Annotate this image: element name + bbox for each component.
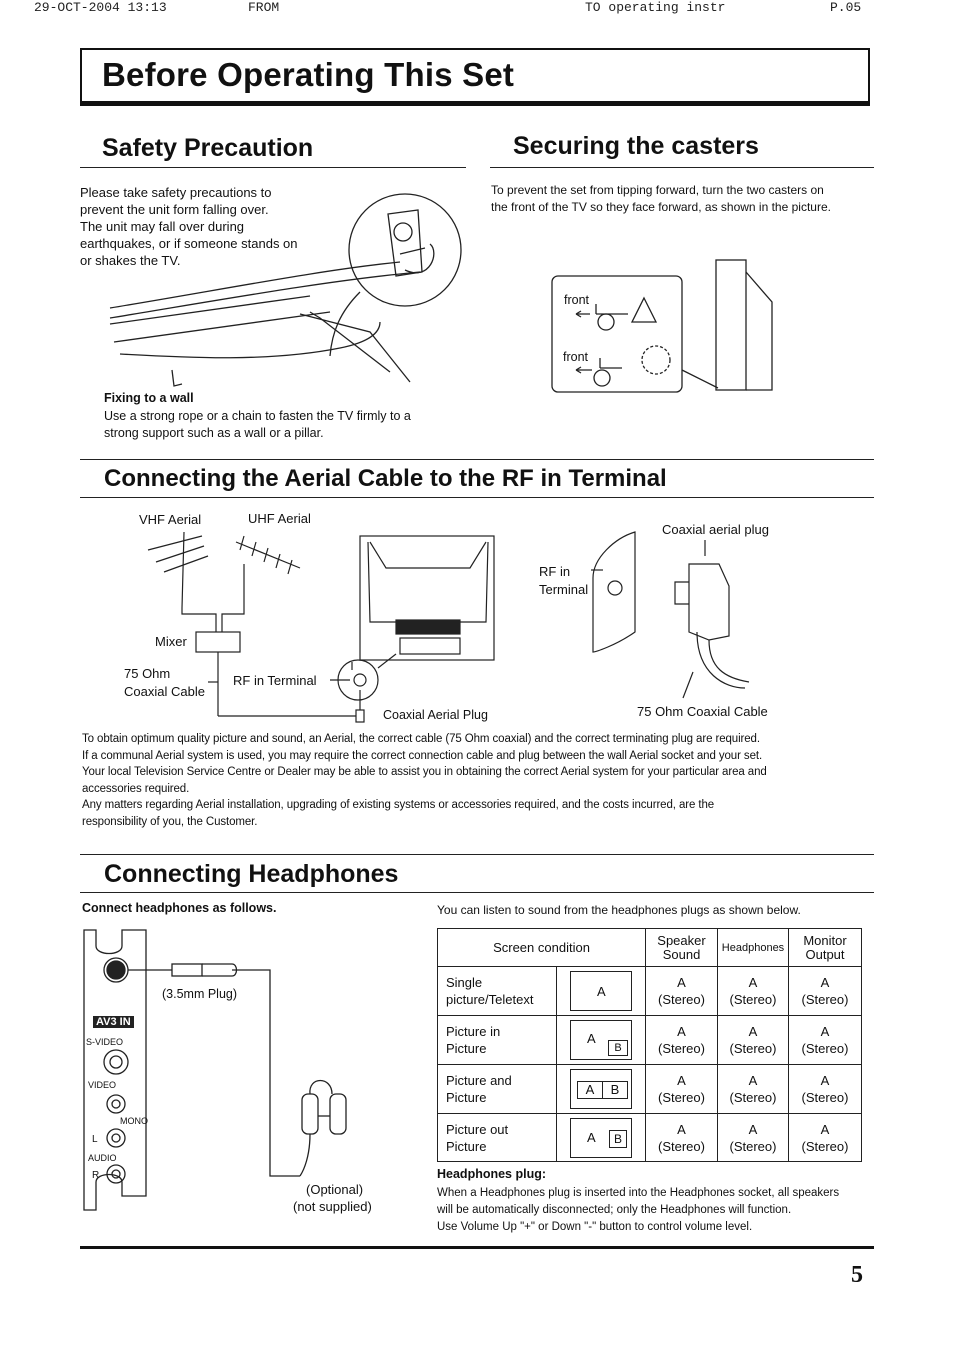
aerial-paragraph-line: responsibility of you, the Customer. bbox=[82, 815, 258, 828]
rf-terminal-label: RF in Terminal bbox=[233, 673, 317, 688]
r-label: R bbox=[92, 1170, 100, 1181]
row-name-line: Picture bbox=[446, 1041, 487, 1056]
safety-line: or shakes the TV. bbox=[80, 253, 181, 268]
coax-plug-bottom-label: Coaxial Aerial Plug bbox=[383, 708, 488, 722]
page-title: Before Operating This Set bbox=[102, 56, 515, 93]
headphones-heading: Connecting Headphones bbox=[104, 860, 399, 888]
screen-icon-pap bbox=[570, 1069, 632, 1109]
cell-stereo: (Stereo) bbox=[658, 1041, 705, 1056]
screen-icon-b: B bbox=[608, 1040, 628, 1056]
safety-line: earthquakes, or if someone stands on bbox=[80, 236, 298, 251]
aerial-paragraph bbox=[82, 731, 882, 830]
not-supplied-label: (not supplied) bbox=[293, 1199, 372, 1214]
cell-stereo: (Stereo) bbox=[658, 1138, 705, 1154]
plug-line: When a Headphones plug is inserted into the Headphones socket, all speakers bbox=[437, 1187, 840, 1199]
cell-a: A bbox=[748, 975, 758, 990]
cell-stereo: (Stereo) bbox=[658, 992, 705, 1007]
plug-label: (3.5mm Plug) bbox=[162, 987, 238, 1001]
cell-stereo: (Stereo) bbox=[729, 1138, 777, 1154]
uhf-label: UHF Aerial bbox=[248, 511, 311, 526]
row-name-line: picture/Teletext bbox=[446, 992, 534, 1007]
row-icon-cell bbox=[557, 1114, 646, 1162]
cell-a: A bbox=[820, 1073, 830, 1088]
monitor-cell bbox=[789, 1114, 862, 1162]
row-name bbox=[438, 1016, 557, 1065]
safety-line: Please take safety precautions to bbox=[80, 185, 272, 200]
casters-line: To prevent the set from tipping forward, turn the two casters on bbox=[491, 183, 824, 197]
connect-label: Connect headphones as follows. bbox=[82, 901, 277, 915]
coax-cable-label: 75 Ohm Coaxial Cable bbox=[637, 704, 768, 719]
plug-line: will be automatically disconnected; only the Headphones will function. bbox=[437, 1204, 792, 1216]
headphones-rule bbox=[80, 892, 874, 893]
cell-a: A bbox=[748, 1073, 758, 1088]
header-screen-condition: Screen condition bbox=[438, 929, 646, 967]
screen-condition-table bbox=[437, 928, 862, 1162]
rf-in-label-1: RF in bbox=[539, 564, 571, 579]
mixer-label: Mixer bbox=[155, 634, 187, 649]
plug-line: Use Volume Up "+" or Down "-" button to control volume level. bbox=[437, 1221, 753, 1233]
screen-icon-a: A bbox=[587, 1031, 596, 1046]
headphones-intro: You can listen to sound from the headphones plugs as shown below. bbox=[437, 903, 801, 917]
l-label: L bbox=[92, 1134, 98, 1145]
fax-date-time: 29-OCT-2004 13:13 bbox=[34, 0, 167, 15]
aerial-paragraph-line: To obtain optimum quality picture and sound, an Aerial, the correct cable (75 Ohm coaxial) and the correct terminating plug are required. bbox=[82, 733, 760, 745]
row-name bbox=[438, 1114, 557, 1162]
cell-a: A bbox=[677, 1073, 686, 1088]
speaker-cell bbox=[646, 967, 718, 1016]
aerial-heading: Connecting the Aerial Cable to the RF in Terminal bbox=[104, 465, 667, 492]
av3-label: AV3 IN bbox=[93, 1016, 134, 1028]
table-header-row bbox=[438, 929, 862, 967]
monitor-cell bbox=[789, 1016, 862, 1065]
audio-label: AUDIO bbox=[88, 1153, 117, 1163]
casters-text bbox=[491, 182, 881, 215]
screen-icon-pop bbox=[570, 1118, 632, 1158]
screen-icon-a: A bbox=[597, 984, 606, 999]
safety-line: prevent the unit form falling over. bbox=[80, 202, 269, 217]
aerial-paragraph-line: accessories required. bbox=[82, 782, 190, 795]
screen-icon-a: A bbox=[587, 1129, 596, 1145]
aerial-top-rule bbox=[80, 459, 874, 460]
row-name-line: Single bbox=[446, 975, 483, 990]
cell-a: A bbox=[748, 1024, 758, 1039]
screen-icon-a: A bbox=[577, 1081, 603, 1099]
cell-stereo: (Stereo) bbox=[729, 992, 777, 1007]
cell-a: A bbox=[820, 975, 830, 990]
cell-a: A bbox=[820, 1024, 830, 1039]
coax-plug-top-label: Coaxial aerial plug bbox=[662, 522, 769, 537]
cell-stereo: (Stereo) bbox=[658, 1090, 705, 1105]
table-row bbox=[438, 1065, 862, 1114]
speaker-cell bbox=[646, 1065, 718, 1114]
row-name-line: Picture out bbox=[446, 1121, 509, 1137]
casters-line: the front of the TV so they face forward, as shown in the picture. bbox=[491, 199, 831, 214]
cell-stereo: (Stereo) bbox=[801, 992, 849, 1007]
screen-icon-single bbox=[570, 971, 632, 1011]
cell-a: A bbox=[820, 1121, 830, 1137]
tv-wall-fixing-illustration bbox=[100, 172, 470, 388]
fax-to: TO operating instr bbox=[585, 0, 726, 15]
header-headphones: Headphones bbox=[718, 929, 789, 967]
speaker-cell bbox=[646, 1016, 718, 1065]
row-name-line: Picture bbox=[446, 1138, 487, 1154]
casters-rule bbox=[490, 167, 874, 168]
fixing-line: Use a strong rope or a chain to fasten the TV firmly to a bbox=[104, 409, 411, 423]
front-label-2: front bbox=[563, 350, 589, 364]
monitor-cell bbox=[789, 1065, 862, 1114]
cell-a: A bbox=[748, 1121, 758, 1137]
screen-icon-b: B bbox=[602, 1081, 628, 1099]
rf-in-label-2: Terminal bbox=[539, 582, 589, 597]
headphones-cell bbox=[718, 1114, 789, 1162]
aerial-paragraph-line: If a communal Aerial system is used, you may require the correct connection cable and plug between the wall Aerial socket and your set. bbox=[82, 749, 763, 762]
headphones-cell bbox=[718, 1065, 789, 1114]
page-number: 5 bbox=[851, 1262, 863, 1288]
fax-page: P.05 bbox=[830, 0, 862, 15]
row-name bbox=[438, 1065, 557, 1114]
screen-icon-b: B bbox=[609, 1130, 627, 1148]
ohm-label-2: Coaxial Cable bbox=[124, 684, 205, 699]
cell-a: A bbox=[677, 1024, 686, 1039]
cell-stereo: (Stereo) bbox=[729, 1041, 777, 1056]
plug-text bbox=[437, 1185, 839, 1236]
cell-a: A bbox=[677, 1121, 686, 1137]
cell-stereo: (Stereo) bbox=[729, 1090, 777, 1105]
headphones-cell bbox=[718, 1016, 789, 1065]
table-row bbox=[438, 967, 862, 1016]
safety-rule bbox=[80, 167, 466, 168]
front-label-1: front bbox=[564, 293, 590, 307]
screen-icon-pip bbox=[570, 1020, 632, 1060]
row-icon-cell bbox=[557, 967, 646, 1016]
aerial-rule bbox=[80, 497, 874, 498]
speaker-cell bbox=[646, 1114, 718, 1162]
cell-stereo: (Stereo) bbox=[801, 1138, 849, 1154]
video-label: VIDEO bbox=[88, 1080, 117, 1090]
fixing-text bbox=[104, 408, 411, 441]
aerial-paragraph-line: Your local Television Service Centre or Dealer may be able to assist you in obtaining the correct Aerial system for your particular area and bbox=[82, 766, 767, 778]
header-speaker-sound: Speaker Sound bbox=[646, 929, 718, 967]
headphones-connection-diagram bbox=[82, 926, 382, 1216]
row-name-line: Picture bbox=[446, 1090, 487, 1105]
row-name-line: Picture in bbox=[446, 1024, 501, 1039]
cell-stereo: (Stereo) bbox=[801, 1090, 849, 1105]
svideo-label: S-VIDEO bbox=[86, 1037, 124, 1047]
aerial-paragraph-line: Any matters regarding Aerial installation, upgrading of existing systems or accessories required, and the costs incurred, are the bbox=[82, 799, 715, 811]
headphones-top-rule bbox=[80, 854, 874, 855]
fixing-line: strong support such as a wall or a pillar. bbox=[104, 425, 324, 440]
footer-rule bbox=[80, 1246, 874, 1249]
safety-heading: Safety Precaution bbox=[102, 134, 314, 162]
monitor-cell bbox=[789, 967, 862, 1016]
plug-heading: Headphones plug: bbox=[437, 1167, 547, 1181]
row-icon-cell bbox=[557, 1065, 646, 1114]
optional-label: (Optional) bbox=[306, 1182, 364, 1197]
fixing-heading: Fixing to a wall bbox=[104, 391, 194, 405]
casters-heading: Securing the casters bbox=[513, 132, 759, 160]
vhf-label: VHF Aerial bbox=[139, 512, 202, 527]
table-row bbox=[438, 1114, 862, 1162]
row-name bbox=[438, 967, 557, 1016]
casters-illustration bbox=[548, 258, 778, 398]
fax-from: FROM bbox=[248, 0, 280, 15]
mono-label: MONO bbox=[120, 1116, 148, 1126]
row-name-line: Picture and bbox=[446, 1073, 512, 1088]
cell-a: A bbox=[677, 975, 686, 990]
rf-plug-diagram bbox=[585, 528, 765, 704]
table-row bbox=[438, 1016, 862, 1065]
safety-line: The unit may fall over during bbox=[80, 219, 245, 234]
cell-stereo: (Stereo) bbox=[801, 1041, 849, 1056]
header-monitor-output: Monitor Output bbox=[789, 929, 862, 967]
ohm-label-1: 75 Ohm bbox=[124, 666, 171, 681]
headphones-cell bbox=[718, 967, 789, 1016]
row-icon-cell bbox=[557, 1016, 646, 1065]
